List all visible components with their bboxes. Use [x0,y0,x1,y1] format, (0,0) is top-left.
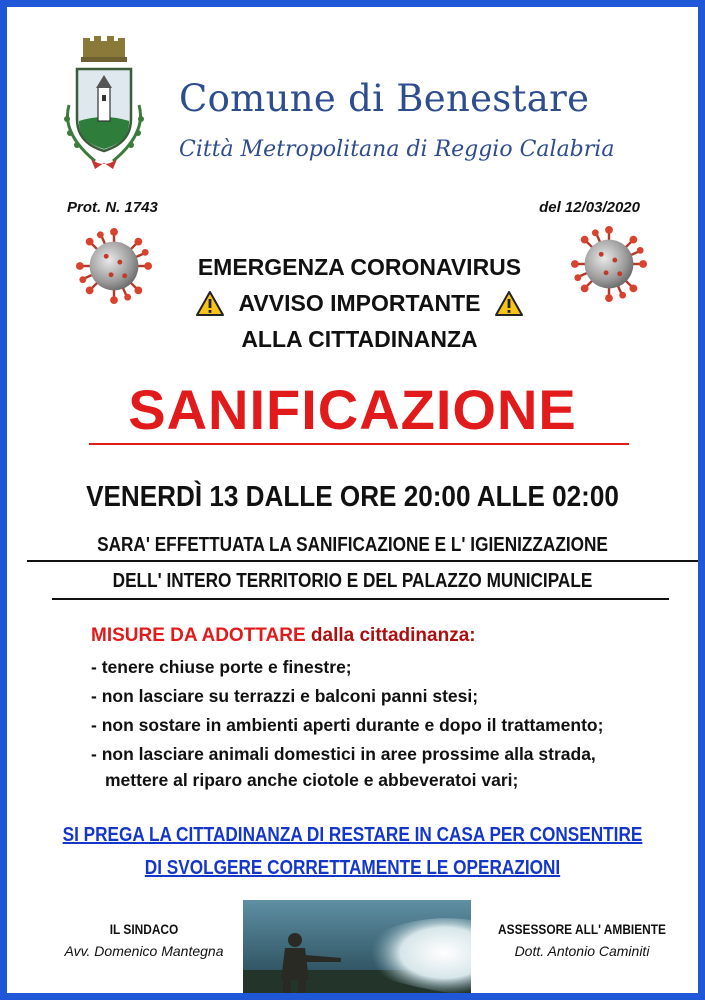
measures-heading-emphasis: MISURE DA ADOTTARE [91,625,306,646]
mayor-role: IL SINDACO [109,921,179,937]
warning-icon [195,290,225,317]
coronavirus-icon [75,227,153,305]
statement-line-1: SARA' EFFETTUATA LA SANIFICAZIONE E L' IGIENIZZAZIONE [97,534,608,556]
municipality-subtitle: Città Metropolitana di Reggio Calabria [179,137,615,162]
measures-heading [91,625,603,647]
list-item: - non sostare in ambienti aperti durante e dopo il trattamento; [91,715,604,735]
list-item: - non lasciare su terrazzi e balconi panni stesi; [91,686,479,706]
list-item: - non lasciare animali domestici in aree prossime alla strada, [91,744,596,764]
headline-citizens: ALLA CITTADINANZA [241,325,478,352]
measures-section [91,625,603,795]
list-item-continuation: mettere al riparo anche ciotole e abbeveratoi vari; [105,770,519,790]
assessor-role: ASSESSORE ALL' AMBIENTE [498,921,666,937]
list-item: - tenere chiuse porte e finestre; [91,657,352,677]
divider [27,560,699,562]
statement-line-2: DELL' INTERO TERRITORIO E DEL PALAZZO MUNICIPALE [112,570,593,592]
headline-warning-row [147,285,572,321]
heading-underline [89,443,629,445]
main-heading: SANIFICAZIONE [128,378,577,441]
notice-date: del 12/03/2020 [539,199,640,216]
coat-of-arms-icon [55,35,153,173]
assessor-name: Dott. Antonio Caminiti [514,943,650,959]
measures-heading-rest: dalla cittadinanza: [310,625,476,646]
headline-block [147,249,572,357]
sanitization-photo [243,900,471,1000]
headline-notice: AVVISO IMPORTANTE [238,289,481,316]
assessor-signature [477,921,687,959]
measures-list [91,653,603,795]
coronavirus-icon [570,225,648,303]
mayor-signature [49,921,239,959]
warning-icon [494,290,524,317]
protocol-number: Prot. N. 1743 [67,199,158,216]
plea-line-2: DI SVOLGERE CORRETTAMENTE LE OPERAZIONI [144,857,561,879]
municipality-title: Comune di Benestare [179,77,590,120]
mayor-name: Avv. Domenico Mantegna [64,943,224,959]
divider [52,598,669,600]
headline-emergency: EMERGENZA CORONAVIRUS [197,253,522,280]
schedule-text: VENERDÌ 13 DALLE ORE 20:00 ALLE 02:00 [86,481,619,513]
plea-line-1: SI PREGA LA CITTADINANZA DI RESTARE IN CASA PER CONSENTIRE [62,824,643,846]
